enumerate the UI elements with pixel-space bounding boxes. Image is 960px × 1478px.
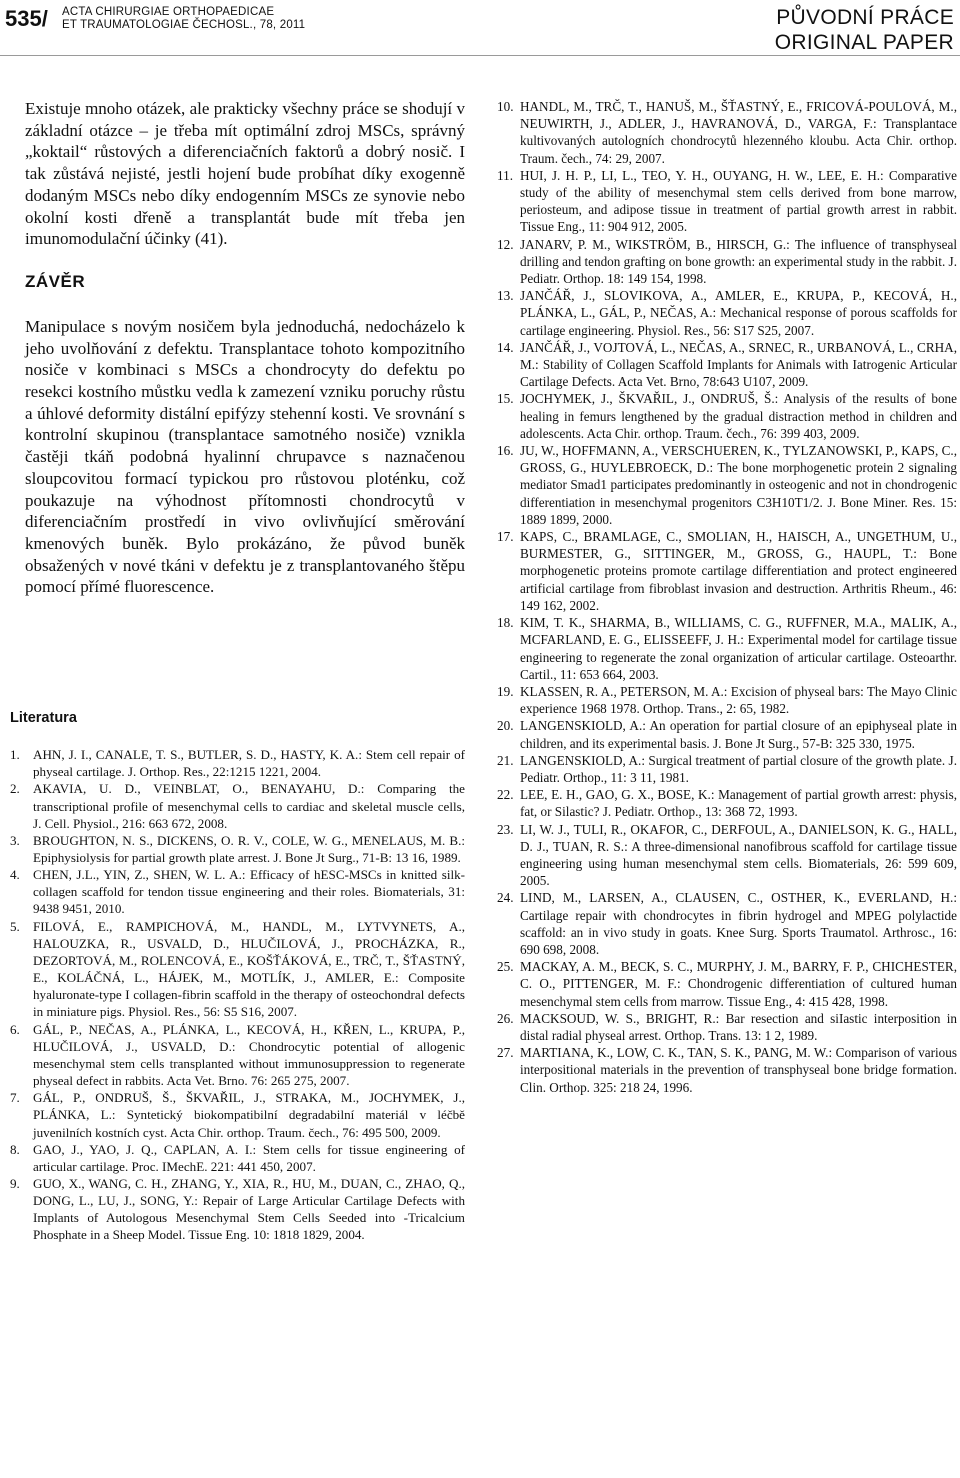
body-paragraph-1: Existuje mnoho otázek, ale prakticky všechny práce se shodují v základní otázce – je třeba mít optimální zdroj MSCs, správný „koktail“ růstových a diferenciačních faktorů a dobrý nosič. I tak zůstává nejisté, jestli hojení bude probíhat díky exogenně dodaným MSCs nebo díky endogenním MSCs ze synovie nebo okolní kosti dřeně a transplantát bude mít třeba jen imunomodulační účinky (41).	[25, 99, 465, 249]
journal-name-line2: ET TRAUMATOLOGIAE ČECHOSL., 78, 2011	[62, 19, 306, 31]
reference-number: 9.	[10, 1175, 20, 1191]
reference-text: MACKSOUD, W. S., BRIGHT, R.: Bar resection and siIastic interposition in distal radial physeal arrest. Orthop. Trans. 13: 1 2, 1989.	[520, 1010, 957, 1043]
reference-number: 18.	[497, 615, 514, 631]
conclusion-heading: ZÁVĚR	[25, 271, 86, 291]
reference-text: KLASSEN, R. A., PETERSON, M. A.: Excision of physeal bars: The Mayo Clinic experience 1968 1978. Orthop. Trans., 2: 65, 1982.	[520, 683, 957, 717]
reference-text: JU, W., HOFFMANN, A., VERSCHUEREN, K., TYLZANOWSKI, P., KAPS, C., GROSS, G., HUYLEBROECK, D.: The bone morphogenetic protein 2 signaling mediator Smad1 participates predominantly in osteogenic and not in chondrogenic differentiation in mesenchymal progenitors C3H10T1/2. J. Bone Miner. Res. 15: 1889 1899, 2000.	[520, 443, 957, 527]
reference-item	[497, 167, 957, 236]
reference-item	[497, 821, 957, 890]
reference-text: LANGENSKIOLD, A.: Surgical treatment of partial closure of the growth plate. J. Pediatr. Orthop., 11: 3 11, 1981.	[520, 752, 957, 785]
reference-text: JANČÁŘ, J., VOJTOVÁ, L., NEČAS, A., SRNEC, R., URBANOVÁ, L., CRHA, M.: Stability of Collagen Scaffold Implants for Animals with Iatrogenic Articular Cartilage Defects. Acta Vet. Brno, 78:643 U107, 2009.	[520, 339, 957, 390]
reference-number: 11.	[497, 167, 513, 183]
reference-item	[497, 287, 957, 339]
reference-number: 27.	[497, 1045, 514, 1061]
reference-item	[497, 98, 957, 167]
reference-item	[497, 442, 957, 528]
reference-number: 15.	[497, 391, 514, 407]
reference-item	[497, 614, 957, 683]
reference-text: HUI, J. H. P., LI, L., TEO, Y. H., OUYANG, H. W., LEE, E. H.: Comparative study of the ability of mesenchymal stem cells derived from bone marrow, periosteum, and adipose tissue in treatment of partial growth arrest in rabbit. Tissue Eng., 11: 904 912, 2005.	[520, 167, 957, 235]
reference-number: 25.	[497, 959, 514, 975]
reference-item	[10, 1021, 465, 1090]
reference-item	[10, 1175, 465, 1244]
reference-text: LIND, M., LARSEN, A., CLAUSEN, C., OSTHER, K., EVERLAND, H.: Cartilage repair with chondrocytes in fibrin hydrogel and MPEG polylactide scaffold: an in vivo study in goats. Knee Surg. Sports Traumatol. Arthrosc., 16: 690 698, 2008.	[520, 890, 957, 957]
reference-number: 20.	[497, 718, 514, 734]
article-type-english: ORIGINAL PAPER	[774, 31, 954, 54]
reference-text: LEE, E. H., GAO, G. X., BOSE, K.: Management of partial growth arrest: physis, fat, or Silastic? J. Pediatr. Orthop., 13: 368 72, 1993.	[520, 787, 957, 820]
reference-text: JANARV, P. M., WIKSTRÖM, B., HIRSCH, G.: The influence of transphyseal drilling and tendon grafting on bone growth: an experimental study in the rabbit. J. Pediatr. Orthop. 18: 149 154, 1998.	[520, 236, 957, 287]
reference-number: 14.	[497, 339, 514, 355]
reference-text: KIM, T. K., SHARMA, B., WILLIAMS, C. G., RUFFNER, M.A., MALIK, A., MCFARLAND, E. G., ELISSEEFF, J. H.: Experimental model for cartilage tissue engineering to regenerate the zonal organization of articular cartilage. Osteoarthr. Cartil., 11: 653 664, 2003.	[520, 615, 957, 682]
reference-number: 5.	[10, 918, 20, 934]
reference-item	[497, 1010, 957, 1044]
reference-item	[10, 866, 465, 917]
reference-number: 10.	[497, 99, 514, 114]
reference-text: MACKAY, A. M., BECK, S. C., MURPHY, J. M., BARRY, F. P., CHICHESTER, C. O., PITTENGER, M. F.: Chondrogenic differentiation of cultured human mesenchymal stem cells from marrow. Tissue Eng., 4: 415 428, 1998.	[520, 959, 957, 1009]
reference-number: 1.	[10, 747, 20, 763]
reference-list-left	[10, 746, 465, 1244]
reference-text: KAPS, C., BRAMLAGE, C., SMOLIAN, H., HAISCH, A., UNGETHUM, U., BURMESTER, G., SITTINGER, M., GROSS, G., HAUPL, T.: Bone morphogenetic proteins promote cartilage differentiation and protect engineered artificial cartilage from fibroblast invasion and destruction. Arthritis Rheum., 46: 149 162, 2002.	[520, 529, 957, 613]
reference-text: GUO, X., WANG, C. H., ZHANG, Y., XIA, R., HU, M., DUAN, C., ZHAO, Q., DONG, L., LU, J., SONG, Y.: Repair of Large Articular Cartilage Defects with Implants of Autologous Mesenchymal Stem Cells Seeded into -Tricalcium Phosphate in a Sheep Model. Tissue Eng. 10: 1818 1829, 2004.	[33, 1175, 465, 1243]
reference-number: 7.	[10, 1090, 20, 1106]
reference-text: BROUGHTON, N. S., DICKENS, O. R. V., COLE, W. G., MENELAUS, M. B.: Epiphysiolysis for partial growth plate arrest. J. Bone Jt Surg., 71-B: 13 16, 1989.	[33, 832, 465, 865]
reference-text: AKAVIA, U. D., VEINBLAT, O., BENAYAHU, D.: Comparing the transcriptional profile of mesenchymal cells to cardiac and skeletal muscle cells, J. Cell. Physiol., 216: 663 672, 2008.	[33, 781, 465, 831]
reference-text: HANDL, M., TRČ, T., HANUŠ, M., ŠŤASTNÝ, E., FRICOVÁ-POULOVÁ, M., NEUWIRTH, J., ADLER, J., HAVRANOVÁ, D., VARGA, F.: Transplantace kultivovaných autologních chondrocytů hlezenného kloubu. Acta Chir. orthop. Traum. čech., 74: 29, 2007.	[520, 99, 957, 166]
reference-item	[10, 1089, 465, 1140]
page-header	[0, 0, 960, 60]
reference-number: 13.	[497, 288, 514, 304]
reference-text: AHN, J. I., CANALE, T. S., BUTLER, S. D., HASTY, K. A.: Stem cell repair of physeal cartilage. J. Orthop. Res., 22:1215 1221, 2004.	[33, 747, 465, 780]
reference-text: JANČÁŘ, J., SLOVIKOVA, A., AMLER, E., KRUPA, P., KECOVÁ, H., PLÁNKA, L., GÁL, P., NEČAS, A.: Mechanical response of porous scaffolds for cartilage engineering. Physiol. Res., 56: S17 S25, 2007.	[520, 288, 957, 338]
reference-item	[10, 780, 465, 831]
body-paragraph-2: Manipulace s novým nosičem byla jednoduchá, nedocházelo k jeho uvolňování z defektu. Transplantace tohoto kompozitního nosiče v kombinaci s MSCs a chondrocyty do defektu po resekci kostního můstku vedla k zamezení vzniku poruchy růstu a úhlové deformity distální epifýzy stehenní kosti. Ve srovnání s kontrolní skupinou (transplantace samotného nosiče) vznikla častěji tkáň podobná hyalinní chrupavce s naznačenou sloupcovitou formací typickou pro růstovou ploténku, což poukazuje na výhodnost přítomnosti chondrocytů v diferenciačním prostředí in vivo ovlivňující směrování kmenových buněk. Bylo prokázáno, že původ buněk obsažených v nové tkáni v defektu je z transplantovaného štěpu pomocí přímé fluorescence.	[25, 316, 465, 597]
reference-item	[10, 1141, 465, 1175]
right-column	[497, 98, 957, 1096]
reference-item	[497, 786, 957, 820]
journal-name-line1: ACTA CHIRURGIAE ORTHOPAEDICAE	[62, 6, 275, 18]
reference-number: 6.	[10, 1021, 20, 1037]
reference-item	[497, 390, 957, 442]
reference-item	[497, 717, 957, 751]
left-column	[10, 98, 465, 1244]
reference-text: GÁL, P., ONDRUŠ, Š., ŠKVAŘIL, J., STRAKA, M., JOCHYMEK, J., PLÁNKA, L.: Syntetický biokompatibilní degradabilní materiál v léčbě juvenilních kostních cyst. Acta Chir. orthop. Traum. čech., 76: 495 500, 2009.	[33, 1090, 465, 1140]
reference-item	[497, 1044, 957, 1096]
reference-list-right	[497, 98, 957, 1096]
reference-item	[497, 528, 957, 614]
article-type-czech: PŮVODNÍ PRÁCE	[776, 6, 954, 29]
reference-text: FILOVÁ, E., RAMPICHOVÁ, M., HANDL, M., LYTVYNETS, A., HALOUZKA, R., USVALD, D., HLUČILOVÁ, J., PROCHÁZKA, R., DEZORTOVÁ, M., ROLENCOVÁ, E., KOŠŤÁKOVÁ, E., TRČ, T., ŠŤASTNÝ, E., KOLÁČNÁ, L., HÁJEK, M., MOTLÍK, J., AMLER, E.: Composite hyaluronate-type I collagen-fibrin scaffold in the therapy of osteochondral defects in miniature pigs. Physiol. Res., 56: S5 S16, 2007.	[33, 918, 465, 1020]
reference-number: 24.	[497, 890, 514, 906]
reference-number: 2.	[10, 781, 20, 797]
reference-text: GAO, J., YAO, J. Q., CAPLAN, A. I.: Stem cells for tissue engineering of articular cartilage. Proc. IMechE. 221: 441 450, 2007.	[33, 1141, 465, 1174]
reference-item	[497, 958, 957, 1010]
reference-text: CHEN, J.L., YIN, Z., SHEN, W. L. A.: Efficacy of hESC-MSCs in knitted silk-collagen scaffold for tendon tissue engineering and their roles. Biomaterials, 31: 9438 9451, 2010.	[33, 867, 465, 917]
reference-number: 19.	[497, 683, 514, 699]
reference-item	[10, 832, 465, 866]
reference-item	[497, 752, 957, 786]
reference-text: MARTIANA, K., LOW, C. K., TAN, S. K., PANG, M. W.: Comparison of various interpositional materials in the prevention of transphyseal bone bridge formation. Clin. Orthop. 325: 218 24, 1996.	[520, 1045, 957, 1095]
reference-item	[497, 236, 957, 288]
article-type	[775, 5, 954, 55]
reference-number: 17.	[497, 529, 514, 545]
reference-item	[10, 918, 465, 1021]
page-number: 535/	[5, 6, 48, 31]
reference-number: 8.	[10, 1141, 20, 1157]
header-rule	[0, 55, 960, 56]
reference-number: 12.	[497, 236, 514, 252]
reference-number: 4.	[10, 867, 20, 883]
reference-number: 21.	[497, 752, 514, 768]
literature-heading: Literatura	[10, 710, 77, 727]
reference-text: JOCHYMEK, J., ŠKVAŘIL, J., ONDRUŠ, Š.: Analysis of the results of bone healing in femurs lengthened by the gradual distraction method in children and adolescents. Acta Chir. orthop. Traum. čech., 76: 399 403, 2009.	[520, 391, 957, 441]
reference-number: 26.	[497, 1010, 514, 1026]
reference-number: 22.	[497, 787, 514, 803]
reference-item	[497, 339, 957, 391]
reference-number: 23.	[497, 821, 514, 837]
reference-item	[497, 889, 957, 958]
reference-item	[497, 683, 957, 717]
reference-text: GÁL, P., NEČAS, A., PLÁNKA, L., KECOVÁ, H., KŘEN, L., KRUPA, P., HLUČILOVÁ, J., USVALD, D.: Chondrocytic potential of allogenic mesenchymal stem cells transplanted without immunosuppression to regenerate physeal defect in rabbits. Acta Vet. Brno. 76: 265 275, 2007.	[33, 1021, 465, 1089]
reference-number: 16.	[497, 443, 514, 459]
reference-text: LANGENSKIOLD, A.: An operation for partial closure of an epiphyseal plate in children, and its experimental basis. J. Bone Jt Surg., 57-B: 325 330, 1975.	[520, 718, 957, 751]
journal-name	[62, 6, 305, 32]
reference-item	[10, 746, 465, 780]
reference-text: LI, W. J., TULI, R., OKAFOR, C., DERFOUL, A., DANIELSON, K. G., HALL, D. J., TUAN, R. S.: A three-dimensional nanofibrous scaffold for cartilage tissue engineering using human mesenchymal stem cells. Biomaterials, 26: 599 609, 2005.	[520, 821, 957, 889]
reference-number: 3.	[10, 832, 20, 848]
